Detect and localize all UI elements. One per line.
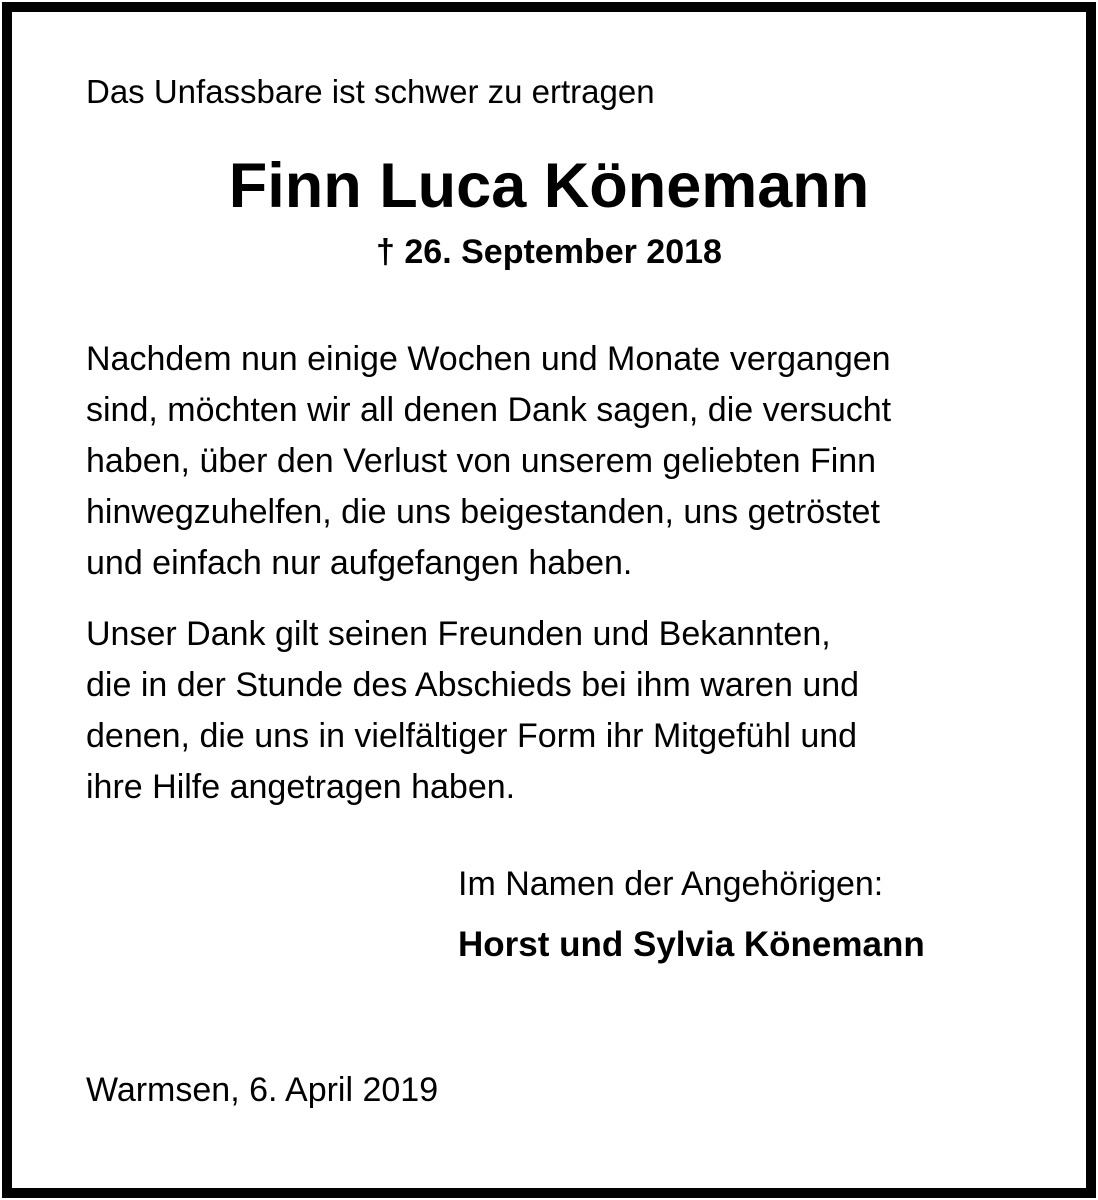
paragraph-line: ihre Hilfe angetragen haben. xyxy=(86,768,516,806)
paragraph-line: denen, die uns in vielfältiger Form ihr Mitgefühl und xyxy=(86,717,858,755)
thanks-paragraph-1 xyxy=(86,334,891,589)
thanks-paragraph-2 xyxy=(86,609,859,813)
paragraph-line: Unser Dank gilt seinen Freunden und Bekannten, xyxy=(86,615,831,653)
paragraph-line: die in der Stunde des Abschieds bei ihm waren und xyxy=(86,666,860,704)
paragraph-line: sind, möchten wir all denen Dank sagen, die versucht xyxy=(86,391,892,429)
place-and-date: Warmsen, 6. April 2019 xyxy=(86,1071,439,1109)
deceased-name: Finn Luca Könemann xyxy=(228,151,870,221)
paragraph-line: und einfach nur aufgefangen haben. xyxy=(86,544,633,582)
signers-names: Horst und Sylvia Könemann xyxy=(458,925,925,964)
death-date: † 26. September 2018 xyxy=(376,233,722,271)
paragraph-line: haben, über den Verlust von unserem geliebten Finn xyxy=(86,442,877,480)
signature-intro: Im Namen der Angehörigen: xyxy=(458,865,884,903)
paragraph-line: Nachdem nun einige Wochen und Monate vergangen xyxy=(86,340,891,378)
motto: Das Unfassbare ist schwer zu ertragen xyxy=(86,73,655,110)
paragraph-line: hinwegzuhelfen, die uns beigestanden, uns getröstet xyxy=(86,493,880,531)
